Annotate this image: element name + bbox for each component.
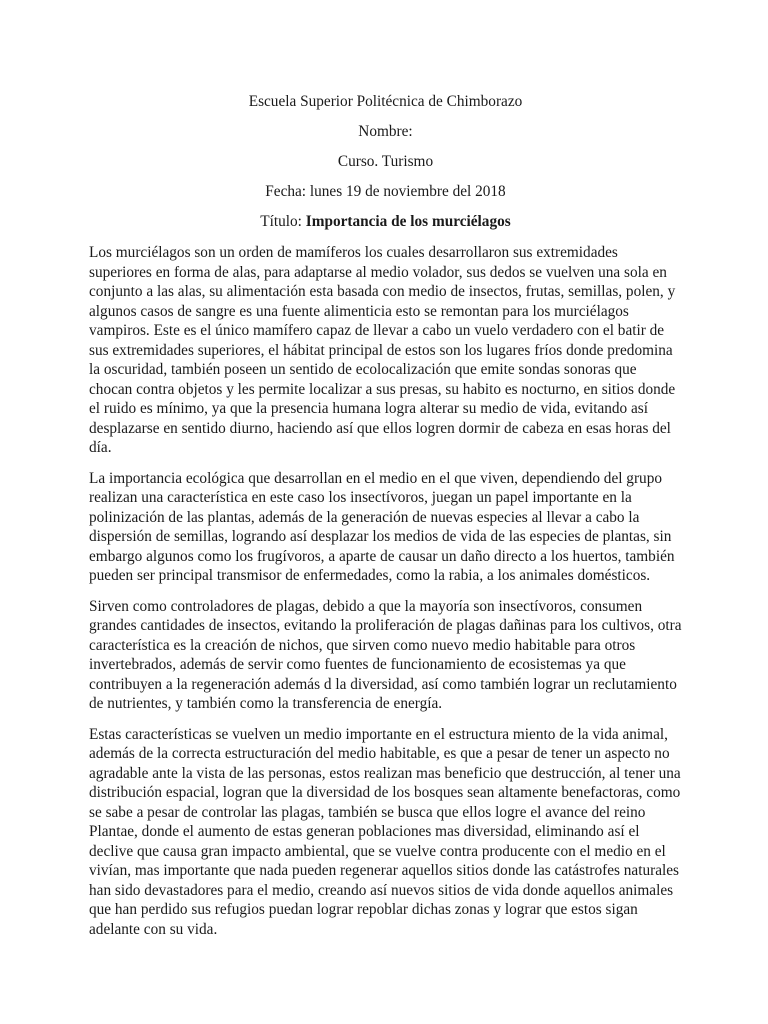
school-name: Escuela Superior Politécnica de Chimborazo: [248, 93, 523, 110]
document-body: [89, 243, 682, 939]
document-title: Importancia de los murciélagos: [305, 213, 511, 230]
date-line: Fecha: lunes 19 de noviembre del 2018: [265, 183, 506, 200]
title-prefix: Título:: [260, 213, 306, 230]
course-line: Curso. Turismo: [337, 153, 434, 170]
paragraph-2: La importancia ecológica que desarrollan en el medio en el que viven, dependiendo del grupo realizan una característica en este caso los insectívoros, juegan un papel importante en la polinización de las plantas, además de la generación de nuevas especies al llevar a cabo la dispersión de semillas, logrando así desplazar los medios de vida de las especies de plantas, sin embargo algunos como los frugívoros, a aparte de causar un daño directo a los huertos, también pueden ser principal transmisor de enfermedades, como la rabia, a los animales domésticos.: [89, 469, 675, 584]
paragraph-4: Estas características se vuelven un medio importante en el estructura miento de la vida animal, además de la correcta estructuración del medio habitable, es que a pesar de tener un aspecto no agradable ante la vista de las personas, estos realizan mas beneficio que destrucción, al tener una distribución espacial, logran que la diversidad de los bosques sean altamente benefactoras, como se sabe a pesar de controlar las plagas, también se busca que ellos logre el avance del reino Plantae, donde el aumento de estas generan poblaciones mas diversidad, eliminando así el declive que causa gran impacto ambiental, que se vuelve contra producente con el medio en el vivían, mas importante que nada pueden regenerar aquellos sitios donde las catástrofes naturales han sido devastadores para el medio, creando así nuevos sitios de vida donde aquellos animales que han perdido sus refugios puedan lograr repoblar dichas zonas y lograr que estos sigan adelante con su vida.: [89, 725, 681, 938]
document-header: [89, 0, 682, 231]
paragraph-3: Sirven como controladores de plagas, debido a que la mayoría son insectívoros, consumen grandes cantidades de insectos, evitando la proliferación de plagas dañinas para los cultivos, otra característica es la creación de nichos, que sirven como nuevo medio habitable para otros invertebrados, además de servir como fuentes de funcionamiento de ecosistemas ya que contribuyen a la regeneración además d la diversidad, así como también lograr un reclutamiento de nutrientes, y también como la transferencia de energía.: [89, 597, 682, 712]
name-label: Nombre:: [358, 123, 413, 140]
title-line: [89, 212, 682, 231]
paragraph-1: Los murciélagos son un orden de mamíferos los cuales desarrollaron sus extremidades superiores en forma de alas, para adaptarse al medio volador, sus dedos se vuelven una sola en conjunto a las alas, su alimentación esta basada con medio de insectos, frutas, semillas, polen, y algunos casos de sangre es una fuente alimenticia esto se remontan para los murciélagos vampiros. Este es el único mamífero capaz de llevar a cabo un vuelo verdadero con el batir de sus extremidades superiores, el hábitat principal de estos son los lugares fríos donde predomina la oscuridad, también poseen un sentido de ecolocalización que emite sondas sonoras que chocan contra objetos y les permite localizar a sus presas, su habito es nocturno, en sitios donde el ruido es mínimo, ya que la presencia humana logra alterar su medio de vida, evitando así desplazarse en sentido diurno, haciendo así que ellos logren dormir de cabeza en esas horas del día.: [89, 244, 676, 456]
